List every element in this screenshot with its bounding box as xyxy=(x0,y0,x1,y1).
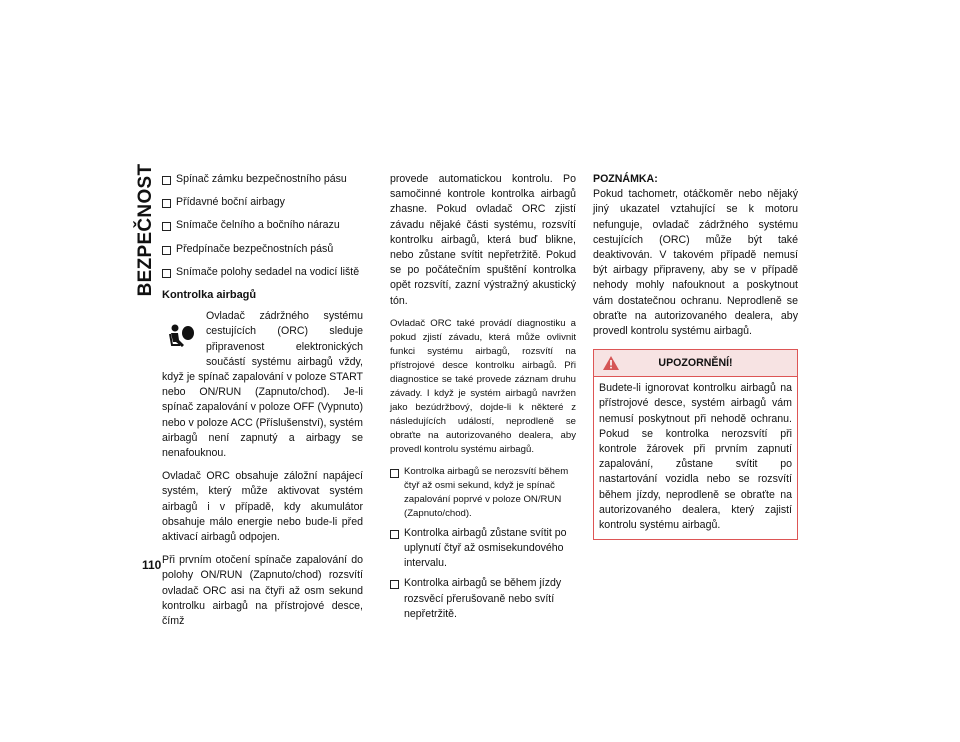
list-item: Kontrolka airbagů se nerozsvítí během čtyř až osmi sekund, když je spínač zapalování poprvé v poloze ON/RUN (Zapnuto/chod). xyxy=(390,465,576,521)
warning-box xyxy=(593,349,798,540)
list-item: Předpínače bezpečnostních pásů xyxy=(162,242,363,257)
fault-list xyxy=(390,465,576,622)
list-item: Spínač zámku bezpečnostního pásu xyxy=(162,172,363,187)
list-item: Kontrolka airbagů se během jízdy rozsvěcí přerušovaně nebo svítí nepřetržitě. xyxy=(390,576,576,622)
section-sidebar xyxy=(128,163,164,297)
warning-title: UPOZORNĚNÍ! xyxy=(658,357,733,370)
paragraph: provede automatickou kontrolu. Po samočinné kontrole kontrolka airbagů zhasne. Pokud ovladač ORC zjistí závadu nějaké části systému, rozsvítí kontrolku airbagů, která buď blikne, nebo zůstane svítit nepřetržitě. Pokud se po počátečním spuštění kontrolka opět rozsvítí, zazní výstražný akustický tón. xyxy=(390,173,576,307)
warning-header xyxy=(594,350,797,377)
list-item: Přídavné boční airbagy xyxy=(162,195,363,210)
note-title: POZNÁMKA: xyxy=(593,173,658,185)
paragraph: Ovladač zádržného systému cestujících (ORC) sleduje připravenost elektronických součástí systému airbagů vždy, když je spínač zapalování v poloze START nebo ON/RUN (Zapnuto/chod). Je-li spínač zapalování v poloze OFF (Vypnuto) nebo v poloze ACC (Příslušenství), systém airbagů není zapnutý a airbagy se nenafouknou. xyxy=(162,310,363,460)
column-3 xyxy=(593,172,798,540)
warning-text: Budete-li ignorovat kontrolku airbagů na přístrojové desce, systém airbagů vám nemusí poskytnout při nehodě ochranu. Pokud se kontrolka nerozsvítí při kontrole žárovek při prvním zapnutí zapalování, zůstane svítit po nastartování vozidla nebo se rozsvítí během jízdy, neprodleně se obraťte na autorizovaného dealera, který zajistí kontrolu systému airbagů. xyxy=(599,382,792,532)
section-title: BEZPEČNOST xyxy=(135,163,156,297)
list-item: Kontrolka airbagů zůstane svítit po uplynutí čtyř až osmisekundového intervalu. xyxy=(390,526,576,572)
warning-body xyxy=(594,377,797,539)
section-heading: Kontrolka airbagů xyxy=(162,289,257,302)
page-number: 110 xyxy=(142,558,162,572)
component-list xyxy=(162,172,363,280)
column-1 xyxy=(162,172,363,637)
list-item: Snímače čelního a bočního nárazu xyxy=(162,218,363,233)
paragraph: Ovladač ORC také provádí diagnostiku a pokud zjistí závadu, která může ovlivnit funkci systému airbagů, rozsvítí na přístrojové desce kontrolku airbagů. Při diagnostice se také provede záznam druhu závady. I když je systém airbagů navržen jako bezúdržbový, dojde-li k některé z následujících událostí, neprodleně se obraťte na autorizovaného dealera, aby provedl kontrolu systému airbagů. xyxy=(390,317,576,455)
note-text: Pokud tachometr, otáčkoměr nebo nějaký jiný ukazatel vztahující se k motoru nefunguje, ovladač zádržného systému cestujících (ORC) může být také deaktivován. V takovém případě nemusí být airbagy připraveny, aby se v případě nehody mohly nafouknout a poskytnout vám dostatečnou ochranu. Neprodleně se obraťte na autorizovaného dealera, aby provedl kontrolu systému airbagů. xyxy=(593,188,798,338)
paragraph: Při prvním otočení spínače zapalování do polohy ON/RUN (Zapnuto/chod) rozsvítí ovladač ORC asi na čtyři až osm sekund kontrolku airbagů na přístrojové desce, čímž xyxy=(162,554,363,628)
list-item: Snímače polohy sedadel na vodicí liště xyxy=(162,265,363,280)
airbag-paragraph-block xyxy=(162,309,363,461)
airbag-warning-icon xyxy=(162,315,200,359)
column-2 xyxy=(390,172,576,627)
paragraph: Ovladač ORC obsahuje záložní napájecí systém, který může aktivovat systém airbagů i v případě, kdy akumulátor obsahuje málo energie nebo bude-li před aktivací airbagů odpojen. xyxy=(162,470,363,544)
